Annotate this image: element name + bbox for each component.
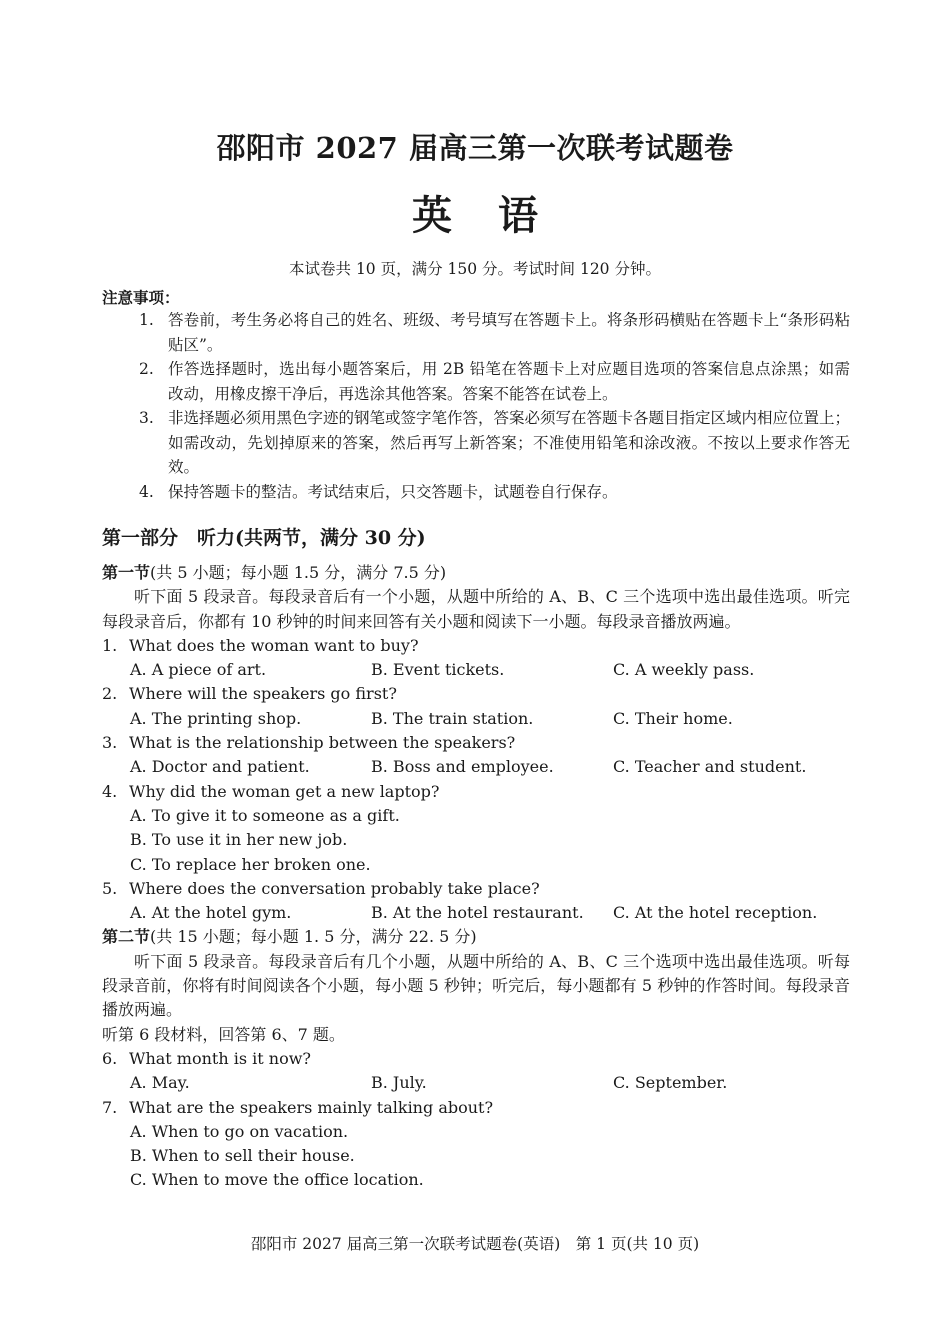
question xyxy=(102,1047,850,1071)
option-b: B. The train station. xyxy=(371,708,534,728)
section-name: 第一节 xyxy=(102,563,151,582)
question-text: What is the relationship between the speakers? xyxy=(129,733,516,753)
option-c: C. When to move the office location. xyxy=(130,1170,424,1190)
question xyxy=(102,780,850,804)
note-text: 答卷前，考生务必将自己的姓名、班级、考号填写在答题卡上。将条形码横贴在答题卡上“条形码粘贴区”。 xyxy=(168,311,850,354)
subject-title: 英语 xyxy=(412,192,584,239)
option-b: B. To use it in her new job. xyxy=(130,830,348,850)
option-b: B. At the hotel restaurant. xyxy=(371,903,584,923)
option-c: C. Their home. xyxy=(613,708,733,728)
section-instructions: 听下面 5 段录音。每段录音后有几个小题，从题中所给的 A、B、C 三个选项中选出最佳选项。听每段录音前，你将有时间阅读各个小题，每小题 5 秒钟；听完后，每小题都有 5 秒钟的作答时间。每段录音播放两遍。 xyxy=(102,951,850,1020)
material-note: 听第 6 段材料，回答第 6、7 题。 xyxy=(102,1024,345,1044)
option-c: C. To replace her broken one. xyxy=(130,854,371,874)
options-row xyxy=(102,755,850,779)
question-number: 2. xyxy=(102,684,118,704)
option-a: A. May. xyxy=(130,1073,190,1093)
option-b: B. July. xyxy=(371,1073,427,1093)
question-text: What are the speakers mainly talking about? xyxy=(129,1097,494,1117)
options-row xyxy=(102,1071,850,1095)
section-info: (共 15 小题；每小题 1. 5 分，满分 22. 5 分) xyxy=(150,927,477,947)
option-a: A. To give it to someone as a gift. xyxy=(130,805,400,825)
question-text: Why did the woman get a new laptop? xyxy=(129,781,440,801)
question-number: 1. xyxy=(102,635,118,655)
section-instructions: 听下面 5 段录音。每段录音后有一个小题，从题中所给的 A、B、C 三个选项中选出最佳选项。听完每段录音后，你都有 10 秒钟的时间来回答有关小题和阅读下一小题。每段录音播放两遍。 xyxy=(102,587,850,631)
options-row xyxy=(102,707,850,731)
note-number: 2. xyxy=(139,360,154,378)
option-a: A. At the hotel gym. xyxy=(130,903,292,923)
question-text: What month is it now? xyxy=(129,1048,311,1068)
note-number: 3. xyxy=(139,409,154,427)
option-b: B. When to sell their house. xyxy=(130,1146,355,1166)
option-c: C. Teacher and student. xyxy=(613,757,807,777)
option-c: C. A weekly pass. xyxy=(613,660,755,680)
option-a: A. The printing shop. xyxy=(130,708,302,728)
option-a: A. Doctor and patient. xyxy=(130,757,310,777)
question xyxy=(102,634,850,658)
section-name: 第二节 xyxy=(102,927,151,947)
option-c: C. At the hotel reception. xyxy=(613,903,818,923)
note-item xyxy=(102,308,850,357)
question xyxy=(102,877,850,901)
page-footer: 邵阳市 2027 届高三第一次联考试题卷(英语) 第 1 页(共 10 页) xyxy=(250,1235,700,1253)
question-text: What does the woman want to buy? xyxy=(129,635,419,655)
option-c: C. September. xyxy=(613,1073,728,1093)
section-info: (共 5 小题；每小题 1.5 分，满分 7.5 分) xyxy=(150,563,447,582)
note-item xyxy=(102,480,850,505)
question xyxy=(102,1096,850,1120)
note-number: 4. xyxy=(139,482,154,501)
question xyxy=(102,731,850,755)
question-number: 6. xyxy=(102,1048,118,1068)
notes-list xyxy=(102,308,850,504)
option-b: B. Boss and employee. xyxy=(371,757,554,777)
question-text: Where will the speakers go first? xyxy=(129,684,397,704)
exam-title: 邵阳市 2027 届高三第一次联考试题卷 xyxy=(216,131,734,165)
question xyxy=(102,682,850,706)
section-heading xyxy=(102,925,850,949)
option-b: B. Event tickets. xyxy=(371,660,505,680)
section-heading xyxy=(102,561,850,585)
question-text: Where does the conversation probably take place? xyxy=(129,878,540,898)
question-number: 5. xyxy=(102,878,118,898)
option-a: A. When to go on vacation. xyxy=(130,1121,349,1141)
note-text: 非选择题必须用黑色字迹的钢笔或签字笔作答，答案必须写在答题卡各题目指定区域内相应位置上；如需改动，先划掉原来的答案，然后再写上新答案；不准使用铅笔和涂改液。不按以上要求作答无效。 xyxy=(168,409,851,476)
question-number: 4. xyxy=(102,781,118,801)
note-item xyxy=(102,406,850,480)
listening-sections xyxy=(102,561,850,1193)
note-item xyxy=(102,357,850,406)
note-text: 作答选择题时，选出每小题答案后，用 2B 铅笔在答题卡上对应题目选项的答案信息点涂黑；如需改动，用橡皮擦干净后，再选涂其他答案。答案不能答在试卷上。 xyxy=(168,360,850,403)
exam-info: 本试卷共 10 页，满分 150 分。考试时间 120 分钟。 xyxy=(289,260,661,278)
question-number: 3. xyxy=(102,733,118,753)
options-row xyxy=(102,901,850,925)
notes-title: 注意事项： xyxy=(102,288,180,307)
part-title: 第一部分 听力(共两节，满分 30 分) xyxy=(102,527,426,549)
option-a: A. A piece of art. xyxy=(130,660,267,680)
options-row xyxy=(102,658,850,682)
note-number: 1. xyxy=(139,311,154,329)
note-text: 保持答题卡的整洁。考试结束后，只交答题卡，试题卷自行保存。 xyxy=(168,482,618,501)
question-number: 7. xyxy=(102,1097,118,1117)
